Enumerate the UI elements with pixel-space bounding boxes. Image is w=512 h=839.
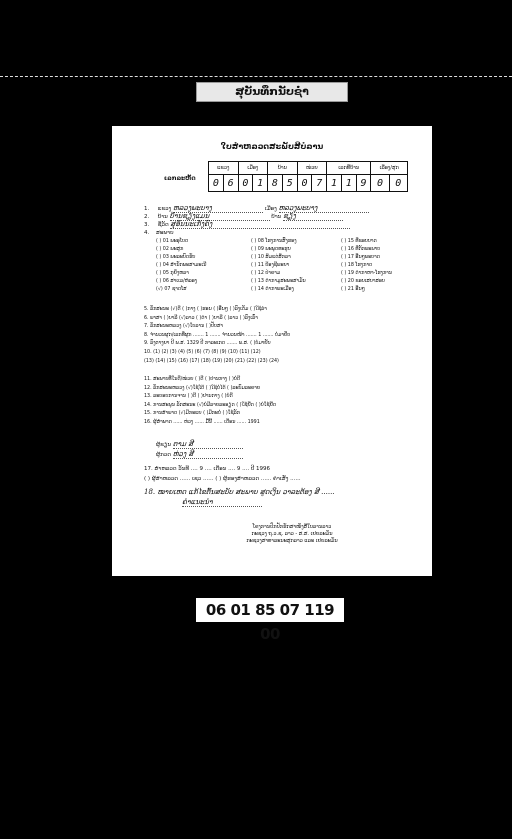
option-item: (√) 07 ຊາດໂສ (156, 287, 187, 292)
code-digit: 0 (297, 175, 312, 192)
survey-date-row: 17. ສຳຫລວດ ວັນທີ .... 9 .... ເດືອນ .... 9 .... ປີ 1996 (144, 466, 271, 472)
option-item: ( ) 11 ປ້ອງຊີພະຍາ (251, 263, 290, 268)
code-table (208, 161, 408, 192)
footer-line: ໂຄງການປົກປັກຮັກສາໜັງສືໃບລານລາວ (252, 524, 332, 530)
header-label: ສຸບັນທຶກນັບຊ່ຳ (196, 82, 348, 102)
surveyor-row: ( ) ຜູ້ສຳຫລວດ ...... ເຊວ ...... ( ) ຜູ້ຮອງສຳຫລວດ ...... ຄຳເສັ່ງ ...... (144, 476, 301, 482)
code-header: ເມືອງ (238, 162, 268, 175)
option-item: ( ) 15 ທີ່ຂອບບາດ (341, 239, 377, 244)
code-header-row (209, 162, 408, 175)
code-digit: 0 (209, 175, 224, 192)
code-header: ໜ່ວຍ (297, 162, 327, 175)
code-header: ແຂວງ (209, 162, 239, 175)
code-digit: 1 (253, 175, 268, 192)
block-line: 9. ລົງຕາງຍາ ປີ ພ.ສ. 1329 ປີ ກາລະເກດ ....... ພ.ສ. ( )ບໍ່ມາຢັບ (144, 341, 271, 347)
code-digit: 0 (371, 175, 389, 192)
block-line: 13. ລະບອບການຈານ ( )ດີ ( )ປານກາງ ( )ບໍ່ດີ (144, 394, 233, 400)
block-line: 7. ລັກສະນະຫລວງ (√)ໃບລານ ( )ປັບສາ (144, 324, 223, 330)
footer-line: ກະຊວງ ຖ.ວ.ຊ. ລາວ - ສ.ສ. ເຢຍລະມັນ (251, 531, 333, 537)
code-digit: 7 (312, 175, 327, 192)
code-digit: 8 (268, 175, 283, 192)
remarks-text: 18. ໝາຍເຫດ ແກ້ໄຂຕົ້ນສະບັບ ສະພາບ ສູດເງິນ ວາລະຕ້ອງ ສີ ...... (144, 488, 335, 496)
option-item: ( ) 04 ສຳນັກພະສາມະເນີ (156, 263, 207, 268)
field-label: ບ້ານ (271, 214, 282, 220)
code-header: ເລກທີ່ບ້ານ (327, 162, 371, 175)
block-line: 15. ການສຳພາດ (√)ມີກະແຍ ( )ມີກະບໍ່ ( )ໃຊ້ລັກ (144, 411, 240, 417)
document-sheet (112, 126, 432, 576)
code-digit: 1 (341, 175, 356, 192)
option-item: ( ) 09 ພະພຸດທະຮູບ (251, 247, 291, 252)
field-value: ຫລວງພະບາງ (173, 204, 263, 213)
option-item: ( ) 21 ອື່ນໆ (341, 287, 365, 292)
field-value: ຫ່ວງ ສີ (173, 450, 243, 459)
field-label: ຊື່ວັດ (157, 222, 169, 228)
field-label: ບ້ານ (157, 214, 168, 220)
field-label: ຜູ້ກວດ (156, 452, 171, 458)
document-title: ໃບສຳຫລວດສະພັບສີບໍລານ (220, 142, 324, 151)
block-line: 12. ລັກສະນະຫລວງ (√)ໃຊ້ໄດ້ ( )ໃຊ້ບໍ່ໄດ້ ( )ລະບົມລະຄາຍ (144, 385, 261, 391)
option-item: ( ) 01 ພະອຸໂບດ (156, 239, 189, 244)
remarks-text: ຄຳແນະນຳ (182, 498, 262, 507)
row-number: 3. (144, 222, 150, 228)
field-label: ແຂວງ (157, 206, 172, 212)
block-line: 11. ສະພາບທີ່ໃນດີ/ໜ່ວຍ ( )ດີ ( )ປານກາງ ( )ບໍ່ດີ (144, 377, 241, 382)
options-column-2 (251, 238, 306, 294)
row-number: 2. (144, 214, 150, 220)
code-digit: 9 (356, 175, 371, 192)
field-value: ສຸອັນນະເກັງຄົງ (170, 220, 350, 229)
option-item: ( ) 20 ຂອບເສບາສອບ (341, 279, 385, 284)
options-column-3 (341, 238, 392, 294)
code-box (164, 161, 408, 192)
block-line: (13) (14) (15) (16) (17) (18) (19) (20) (21) (22) (23) (24) (144, 358, 279, 364)
code-digit: 1 (327, 175, 342, 192)
option-item: ( ) 19 ດຳກາຫາ-ໂຮງການ (341, 271, 393, 276)
section-4-label: 4. ສະພາບ (144, 230, 174, 236)
row-number: 1. (144, 206, 150, 212)
block-line: 10. (1) (2) (3) (4) (5) (6) (7) (8) (9) (10) (11) (12) (144, 349, 261, 355)
code-digit: 5 (282, 175, 297, 192)
code-header: ເລືອງ/ສຸກ (371, 162, 408, 175)
option-item: ( ) 08 ໂຮງການສົ່ງຮອງ (251, 239, 297, 244)
code-digit-row (209, 175, 408, 192)
field-label: ເມືອງ (264, 206, 277, 212)
code-header: ບ້ານ (268, 162, 298, 175)
document-footer (172, 524, 412, 545)
block-line: 5. ລັກສະນະ (√)ດີ ( )ກາງ ( )ຮອນ ( )ອື່ນໆ ( )ລົງເຕັມ ( )ໃຊ້ລຳ (144, 307, 267, 312)
field-row-writer (144, 440, 243, 449)
option-item: ( ) 13 ດຳກາມູສະພະສາມັນ (251, 279, 306, 284)
block-line: 8. ຈຳນວນຜູກ/ເລກທີ່ຜູກ ....... 1 ....... ຈຳນວນໜ້າ ....... 1 ....... ບໍ່ມາຢັບ (144, 332, 291, 338)
code-digit: 0 (238, 175, 253, 192)
options-column-1 (156, 238, 206, 294)
field-label: ຜູ້ຂຽນ (156, 442, 172, 448)
option-item: ( ) 10 ສິມແຕ່ສຶກລາ (251, 255, 291, 260)
block-line: 6. ພາສາ ( )ບາລີ (√)ລາວ ( )ດຳ ( )ບາລີ ( )ລາວ ( )ລົງເລົ່າ (144, 315, 258, 321)
field-row-temple (144, 220, 350, 229)
block-condition (144, 376, 276, 428)
id-stamp: 06 01 85 07 119 00 (196, 598, 344, 622)
code-digit: 0 (389, 175, 407, 192)
section-label: ສະພາບ (156, 230, 174, 236)
field-value: ຊຽງ (283, 212, 343, 221)
remarks-continued (182, 498, 262, 507)
code-label: ເລກລະຫັດ (164, 175, 196, 182)
option-item: ( ) 12 ປ່າຄາມ (251, 271, 281, 276)
top-dashed-divider (0, 76, 512, 77)
remarks-row (144, 488, 335, 496)
block-line: 16. ຜູ້ສຳພາດ ...... ຫ່ວງ ...... ມື້ນີ້ ...... ເດືອນ ...... 1991 (144, 419, 260, 425)
block-manuscript-info (144, 306, 290, 366)
footer-line: ກະຊວງສາທາລະນະສຸກລາວ ແລະ ເຢຍລະມັນ (246, 538, 338, 544)
option-item: ( ) 05 ກຸຍິ່ງຫລາ (156, 271, 189, 276)
option-item: ( ) 17 ອື່ນໆພະບາດ (341, 255, 380, 260)
code-digit: 6 (223, 175, 238, 192)
option-item: ( ) 16 ທີ່ກັກພະພາບ (341, 247, 381, 252)
option-item: ( ) 03 ພະລະບົດຮັບ (156, 255, 196, 260)
field-value: ຕາມ ສີ (173, 440, 243, 449)
field-row-checker (144, 450, 243, 459)
option-item: ( ) 02 ພະສູກ (156, 247, 184, 252)
option-item: ( ) 14 ດຳກາພະເມືອງ (251, 287, 294, 292)
option-item: ( ) 06 ສາເເລ/ຫໍລອງ (156, 279, 198, 284)
field-value: ຫລວງພະບາງ (279, 204, 369, 213)
field-value: ບ້ານຊຽງແມນ (170, 212, 270, 221)
block-line: 14. ການສະພູນ ລັກສະນະ (√)ບໍ່ມີລາຍລະອຽດ ( )ໃຊ້ຢຶດ ( )ບໍ່ໃຊ້ຢຶດ (144, 402, 277, 408)
option-item: ( ) 18 ໂຮງກາດ (341, 263, 373, 268)
